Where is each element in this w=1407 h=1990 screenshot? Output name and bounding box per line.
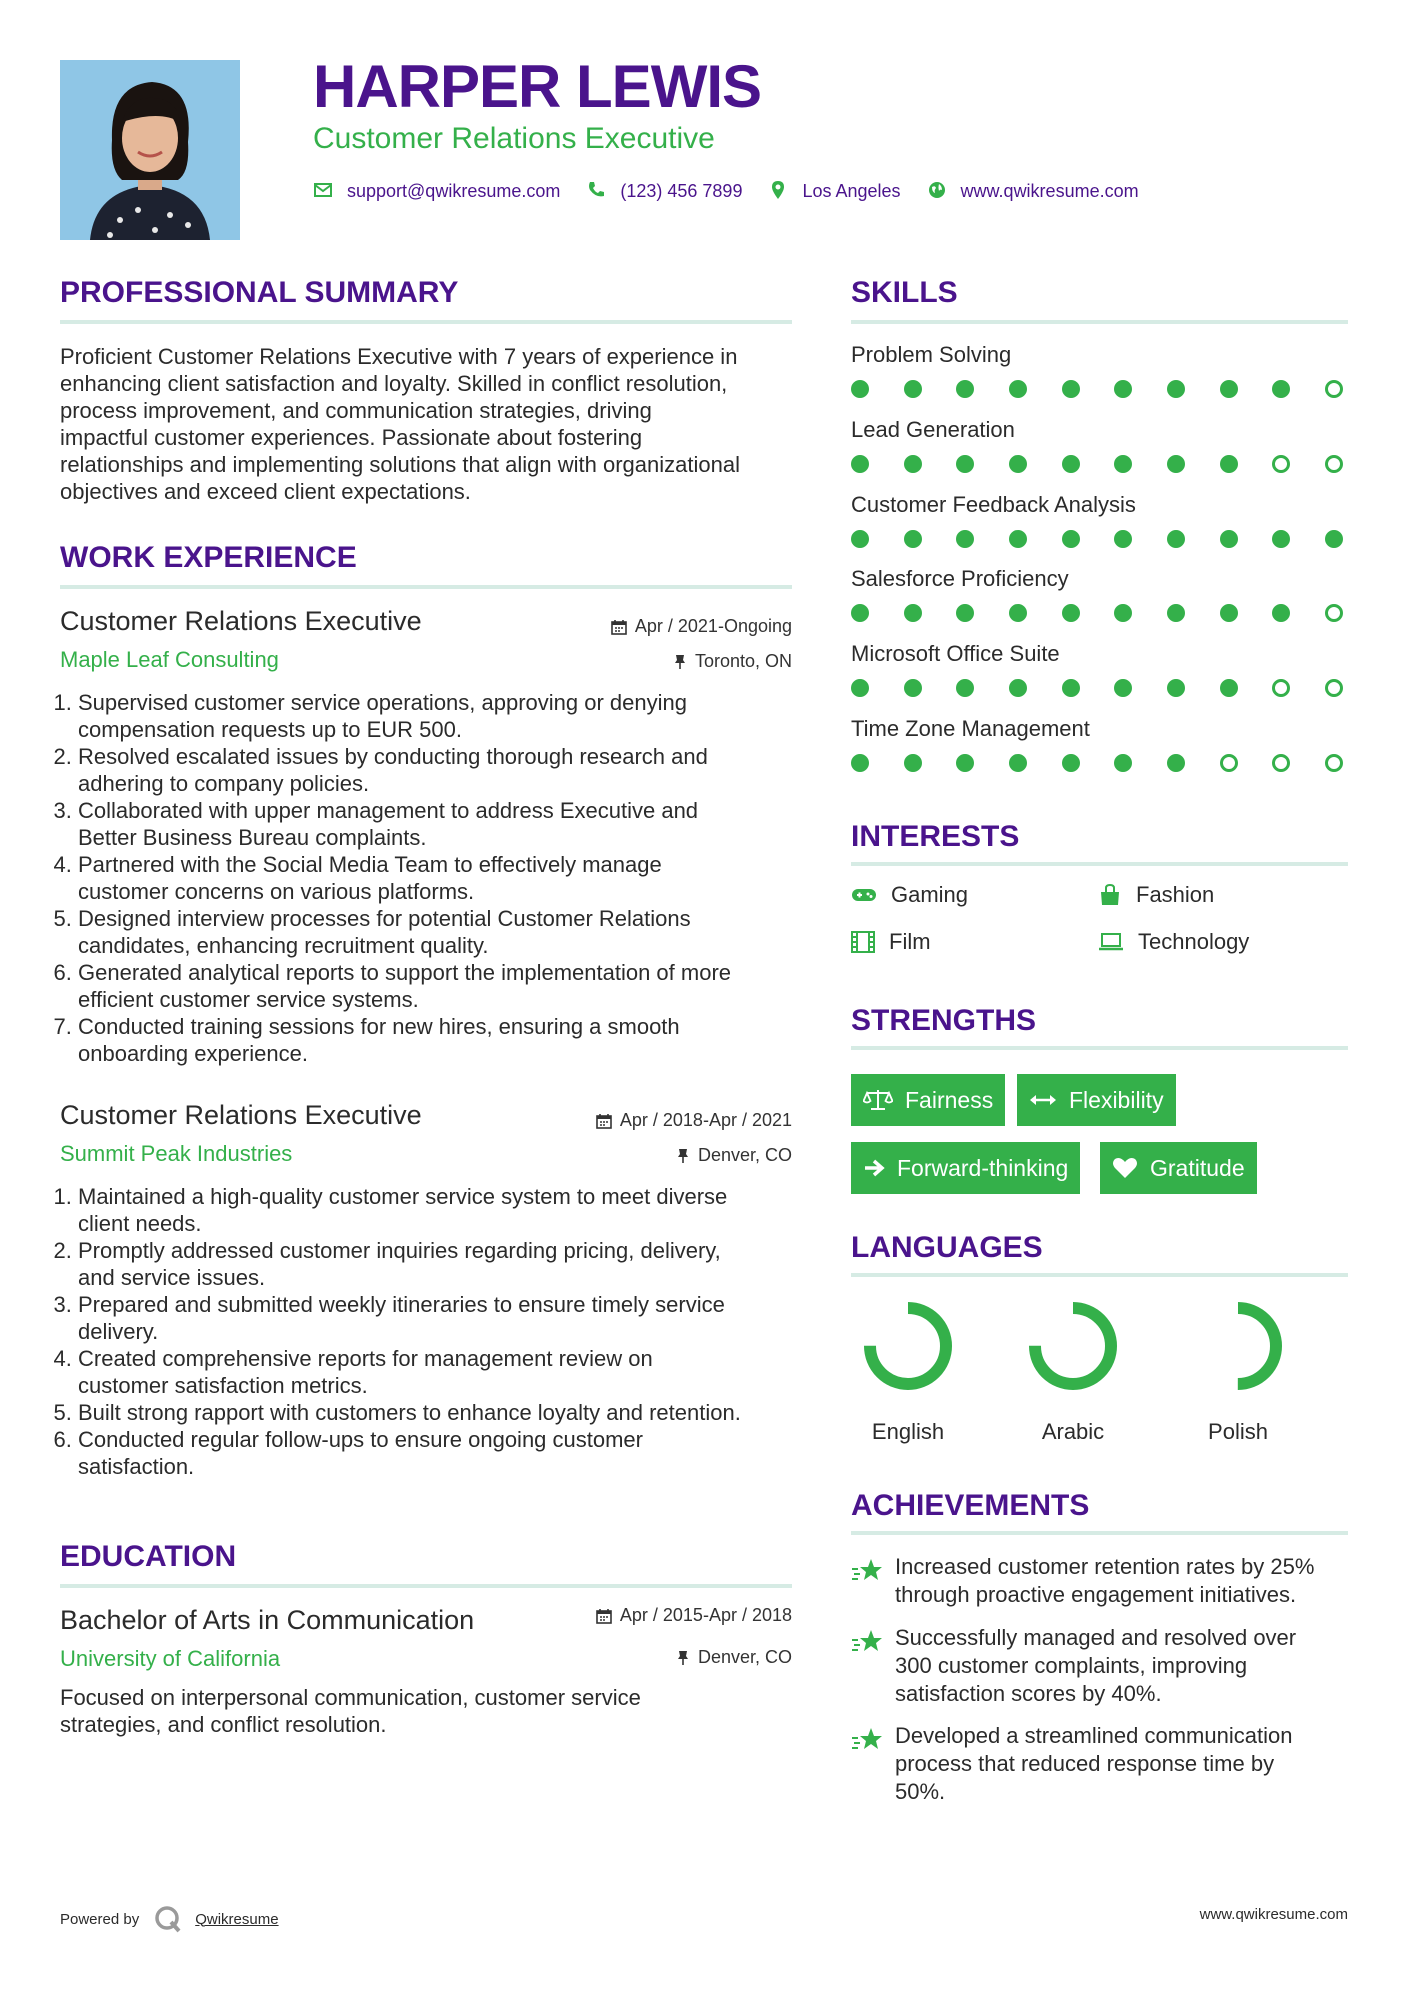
duty-item: 1. Maintained a high-quality customer service system to meet diverse client needs. [78,1183,818,1237]
language-ring-arc [1200,1308,1276,1384]
rating-dot-empty [1220,754,1238,772]
contact-location: Los Angeles [802,180,901,201]
interests-divider [851,862,1348,866]
duty-item: 5. Built strong rapport with customers to enhance loyalty and retention. [78,1399,818,1426]
rating-dot-empty [1325,679,1343,697]
map-marker-icon [768,180,790,202]
strength-badge-gratitude: Gratitude [1100,1142,1257,1194]
job-location [492,651,792,672]
rating-dot-filled [904,604,922,622]
summary-heading: PROFESSIONAL SUMMARY [60,276,459,309]
education-location-text: Denver, CO [697,1647,792,1667]
job-duties [60,689,818,1067]
skill-item [851,492,1343,548]
language-item [838,1296,978,1445]
education-dates [492,1605,792,1626]
rating-dot-filled [851,455,869,473]
rating-dot-filled [1114,604,1132,622]
language-label: Arabic [1041,1419,1105,1444]
experience-heading: WORK EXPERIENCE [60,541,357,574]
interest-fashion: Fashion [1098,882,1214,908]
strength-badge-fairness: Fairness [851,1074,1005,1126]
rating-dot-filled [1114,455,1132,473]
contact-email[interactable]: support@qwikresume.com [347,180,561,201]
summary-line: enhancing client satisfaction and loyalty. Skilled in conflict resolution, [60,371,728,396]
strengths-divider [851,1046,1348,1050]
rating-dot-filled [1220,530,1238,548]
languages-heading: LANGUAGES [851,1231,1043,1264]
rating-dot-empty [1325,754,1343,772]
skill-item [851,716,1343,772]
rating-dot-filled [1062,754,1080,772]
duty-item: 2. Resolved escalated issues by conducting thorough research and adhering to company policies. [78,743,818,797]
candidate-name: HARPER LEWIS [313,53,762,120]
duty-item: 7. Conducted training sessions for new hires, ensuring a smooth onboarding experience. [78,1013,818,1067]
rating-dot-filled [956,754,974,772]
interest-film: Film [851,929,931,955]
rating-dot-empty [1325,380,1343,398]
achievement-item: Developed a streamlined communication process that reduced response time by 50%. [851,1722,1335,1806]
achievement-item: Increased customer retention rates by 25% through proactive engagement initiatives. [851,1553,1335,1609]
skill-rating [851,604,1343,622]
rating-dot-filled [904,455,922,473]
rating-dot-filled [1062,530,1080,548]
rating-dot-empty [1325,604,1343,622]
job-location-text: Denver, CO [697,1145,792,1165]
laptop-icon [1098,932,1124,952]
summary-line: process improvement, and communication strategies, driving [60,398,652,423]
rating-dot-filled [1167,455,1185,473]
film-icon [851,931,875,953]
footer-powered-by: Powered by Qwikresume [60,1904,279,1934]
duty-item: 5. Designed interview processes for potential Customer Relations candidates, enhancing recruitment quality. [78,905,818,959]
summary-line: objectives and exceed client expectations. [60,479,471,504]
rating-dot-filled [1062,455,1080,473]
school-name: University of California [60,1646,281,1671]
balance-scale-icon [863,1088,893,1112]
rating-dot-empty [1272,679,1290,697]
interest-gaming: Gaming [851,882,968,908]
skill-name: Lead Generation [851,416,1015,442]
calendar-icon [596,1608,612,1624]
rating-dot-filled [1062,679,1080,697]
rating-dot-filled [1167,380,1185,398]
skill-item [851,417,1343,473]
star-trophy-icon [851,1726,883,1754]
experience-divider [60,585,792,589]
job-location-text: Toronto, ON [694,651,792,671]
interest-technology: Technology [1098,929,1249,955]
skill-rating [851,754,1343,772]
pushpin-icon [676,1650,690,1666]
job-dates [492,616,792,637]
rating-dot-filled [1009,679,1027,697]
rating-dot-filled [1220,679,1238,697]
star-trophy-icon [851,1628,883,1656]
duty-item: 2. Promptly addressed customer inquiries regarding pricing, delivery, and service issues. [78,1237,818,1291]
globe-icon [927,180,949,202]
language-proficiency-ring [1168,1296,1308,1396]
contact-phone[interactable]: (123) 456 7899 [620,180,743,201]
rating-dot-filled [851,530,869,548]
rating-dot-filled [1009,380,1027,398]
rating-dot-filled [1272,530,1290,548]
rating-dot-filled [1167,530,1185,548]
contact-bar [313,178,1165,204]
strengths-heading: STRENGTHS [851,1004,1037,1037]
summary-text [60,343,800,505]
rating-dot-filled [1272,380,1290,398]
rating-dot-filled [1062,604,1080,622]
strength-badge-flexibility: Flexibility [1017,1074,1176,1126]
duty-item: 1. Supervised customer service operations, approving or denying compensation requests up to EUR 500. [78,689,818,743]
rating-dot-filled [1114,380,1132,398]
achievements-divider [851,1531,1348,1535]
job-duties [60,1183,818,1480]
rating-dot-filled [956,455,974,473]
rating-dot-filled [904,679,922,697]
shopping-bag-icon [1098,883,1122,907]
language-proficiency-ring [838,1296,978,1396]
rating-dot-empty [1272,455,1290,473]
duty-item: 4. Partnered with the Social Media Team to effectively manage customer concerns on various platforms. [78,851,818,905]
job-company: Maple Leaf Consulting [60,647,279,672]
skill-name: Time Zone Management [851,716,1090,741]
strength-badge-forward-thinking: Forward-thinking [851,1142,1080,1194]
duty-item: 4. Created comprehensive reports for management review on customer satisfaction metrics. [78,1345,818,1399]
rating-dot-filled [851,679,869,697]
skills-heading: SKILLS [851,276,958,309]
summary-line: relationships and implementing solutions that align with organizational [60,452,740,477]
rating-dot-filled [851,754,869,772]
rating-dot-filled [1114,754,1132,772]
rating-dot-filled [956,604,974,622]
skill-rating [851,530,1343,548]
duty-item: 3. Collaborated with upper management to address Executive and Better Business Bureau complaints. [78,797,818,851]
rating-dot-filled [1220,455,1238,473]
language-item [1003,1296,1143,1445]
degree-title: Bachelor of Arts in Communication [60,1605,475,1635]
arrow-right-icon [863,1158,885,1178]
rating-dot-filled [956,530,974,548]
star-trophy-icon [851,1557,883,1585]
rating-dot-filled [904,754,922,772]
skill-rating [851,380,1343,398]
rating-dot-filled [1009,754,1027,772]
rating-dot-filled [1009,530,1027,548]
qwikresume-link[interactable]: Qwikresume [195,1910,279,1928]
rating-dot-filled [1325,530,1343,548]
rating-dot-filled [1272,604,1290,622]
achievement-item: Successfully managed and resolved over 300 customer complaints, improving satisfaction scores by 40%. [851,1624,1335,1708]
job-dates [492,1110,792,1131]
language-ring-arc [870,1308,946,1384]
rating-dot-filled [956,380,974,398]
education-dates-text: Apr / 2015-Apr / 2018 [619,1605,792,1625]
rating-dot-filled [1009,604,1027,622]
job-title: Customer Relations Executive [60,1100,422,1130]
job-company: Summit Peak Industries [60,1141,293,1166]
rating-dot-filled [904,530,922,548]
duty-item: 3. Prepared and submitted weekly itineraries to ensure timely service delivery. [78,1291,818,1345]
job-location [492,1145,792,1166]
rating-dot-filled [1062,380,1080,398]
rating-dot-filled [1220,380,1238,398]
contact-website[interactable]: www.qwikresume.com [960,180,1139,201]
calendar-icon [611,619,627,635]
education-description: Focused on interpersonal communication, customer service strategies, and conflict resolution. [60,1685,641,1737]
languages-divider [851,1273,1348,1277]
gamepad-icon [851,886,877,904]
rating-dot-filled [1167,754,1185,772]
skill-item [851,641,1343,697]
language-item [1168,1296,1308,1445]
envelope-icon [313,180,335,202]
rating-dot-empty [1325,455,1343,473]
skill-name: Problem Solving [851,342,1012,367]
education-divider [60,1584,792,1588]
duty-item: 6. Generated analytical reports to support the implementation of more efficient customer service systems. [78,959,818,1013]
qwikresume-logo-icon [153,1904,183,1934]
skills-divider [851,320,1348,324]
phone-icon [586,180,608,202]
skill-item [851,566,1343,622]
languages-list [838,1296,1358,1446]
skill-rating [851,455,1343,473]
education-heading: EDUCATION [60,1540,237,1573]
pushpin-icon [673,654,687,670]
skill-name: Salesforce Proficiency [851,566,1069,592]
skill-name: Customer Feedback Analysis [851,491,1136,517]
rating-dot-filled [1167,604,1185,622]
skill-name: Microsoft Office Suite [851,641,1060,667]
rating-dot-filled [1114,679,1132,697]
language-proficiency-ring [1003,1296,1143,1396]
skill-item [851,342,1343,398]
skill-rating [851,679,1343,697]
achievements-heading: ACHIEVEMENTS [851,1489,1090,1522]
education-location [492,1647,792,1668]
interests-heading: INTERESTS [851,820,1020,853]
rating-dot-filled [1167,679,1185,697]
duty-item: 6. Conducted regular follow-ups to ensure ongoing customer satisfaction. [78,1426,818,1480]
rating-dot-filled [956,679,974,697]
summary-line: impactful customer experiences. Passionate about fostering [60,425,643,450]
rating-dot-filled [1114,530,1132,548]
rating-dot-filled [1009,455,1027,473]
calendar-icon [596,1113,612,1129]
heart-icon [1112,1157,1138,1179]
footer-website[interactable]: www.qwikresume.com [1199,1906,1348,1923]
profile-photo [60,60,240,240]
job-title: Customer Relations Executive [60,606,422,636]
language-ring-arc [1035,1308,1111,1384]
job-dates-text: Apr / 2018-Apr / 2021 [619,1110,792,1130]
summary-line: Proficient Customer Relations Executive with 7 years of experience in [60,344,738,369]
summary-divider [60,320,792,324]
rating-dot-filled [851,604,869,622]
language-label: English [871,1419,945,1444]
arrows-horizontal-icon [1029,1092,1057,1108]
rating-dot-empty [1272,754,1290,772]
rating-dot-filled [851,380,869,398]
language-label: Polish [1208,1419,1268,1444]
candidate-role: Customer Relations Executive [313,122,715,155]
pushpin-icon [676,1148,690,1164]
rating-dot-filled [1220,604,1238,622]
rating-dot-filled [904,380,922,398]
job-dates-text: Apr / 2021-Ongoing [634,616,792,636]
